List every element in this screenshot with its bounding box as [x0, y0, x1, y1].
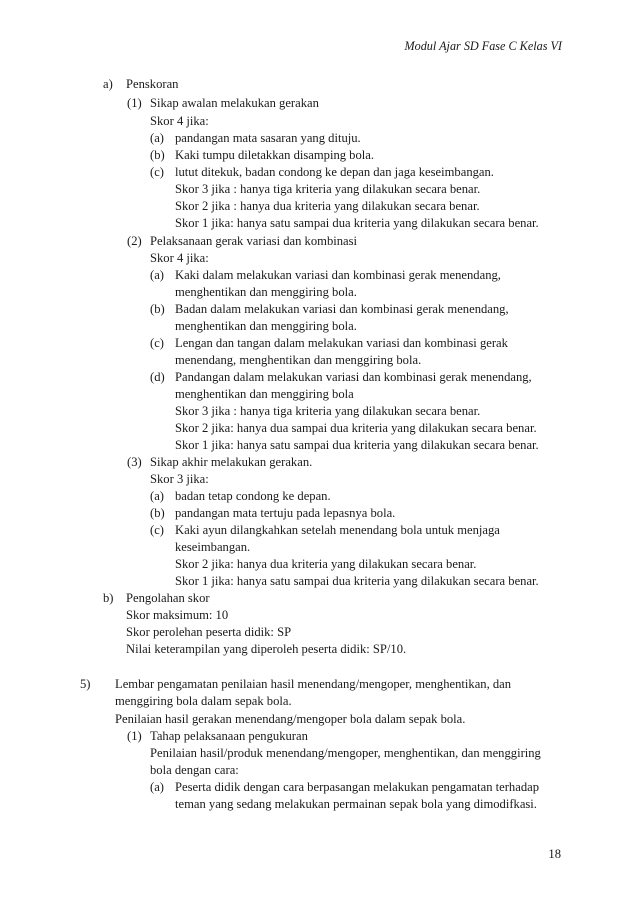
item3-title: Sikap akhir melakukan gerakan. — [150, 455, 313, 469]
s5-item1-label: (1) — [127, 729, 142, 743]
item1-a-label: (a) — [150, 131, 164, 145]
item2-c-label: (c) — [150, 336, 164, 350]
item3-label: (3) — [127, 455, 142, 469]
section5-label: 5) — [80, 677, 91, 691]
item2-skor: Skor 4 jika: — [150, 251, 209, 265]
s5-item1-a-line1: Peserta didik dengan cara berpasangan melakukan pengamatan terhadap — [175, 780, 540, 794]
item1-b-label: (b) — [150, 148, 165, 162]
s5-item1-a-line2: teman yang sedang melakukan permainan sepak bola yang dimodifkasi. — [175, 797, 537, 811]
item2-b-label: (b) — [150, 302, 165, 316]
item3-a-text: badan tetap condong ke depan. — [175, 489, 331, 503]
item2-title: Pelaksanaan gerak variasi dan kombinasi — [150, 234, 358, 248]
item1-skor: Skor 4 jika: — [150, 114, 209, 128]
s5-item1-a-label: (a) — [150, 780, 164, 794]
item3-skor1: Skor 1 jika: hanya satu sampai dua kriteria yang dilakukan secara benar. — [175, 574, 539, 588]
item1-c-label: (c) — [150, 165, 164, 179]
section5-line2: menggiring bola dalam sepak bola. — [115, 694, 292, 708]
page-header: Modul Ajar SD Fase C Kelas VI — [404, 39, 562, 53]
item3-skor2: Skor 2 jika: hanya dua kriteria yang dilakukan secara benar. — [175, 557, 477, 571]
section-b-title: Pengolahan skor — [126, 591, 210, 605]
item1-title: Sikap awalan melakukan gerakan — [150, 96, 319, 110]
item2-a-label: (a) — [150, 268, 164, 282]
item3-b-label: (b) — [150, 506, 165, 520]
section-b-line2: Skor perolehan peserta didik: SP — [126, 625, 292, 639]
section-b-label: b) — [103, 591, 114, 605]
s5-item1-line1: Penilaian hasil/produk menendang/mengoper, menghentikan, dan menggiring — [150, 746, 541, 760]
item1-a-text: pandangan mata sasaran yang dituju. — [175, 131, 361, 145]
item2-a-line2: menghentikan dan menggiring bola. — [175, 285, 357, 299]
item3-skor: Skor 3 jika: — [150, 472, 209, 486]
section-a-title: Penskoran — [126, 77, 179, 91]
section-a-label: a) — [103, 77, 113, 91]
item3-b-text: pandangan mata tertuju pada lepasnya bola. — [175, 506, 396, 520]
item2-c-line2: menendang, menghentikan dan menggiring bola. — [175, 353, 422, 367]
item1-skor3: Skor 3 jika : hanya tiga kriteria yang dilakukan secara benar. — [175, 182, 481, 196]
item2-skor2: Skor 2 jika: hanya dua sampai dua kriteria yang dilakukan secara benar. — [175, 421, 537, 435]
page-number: 18 — [548, 847, 561, 861]
item2-c-line1: Lengan dan tangan dalam melakukan variasi dan kombinasi gerak — [175, 336, 508, 350]
item2-skor1: Skor 1 jika: hanya satu sampai dua kriteria yang dilakukan secara benar. — [175, 438, 539, 452]
item3-a-label: (a) — [150, 489, 164, 503]
item2-skor3: Skor 3 jika : hanya tiga kriteria yang dilakukan secara benar. — [175, 404, 481, 418]
item1-c-text: lutut ditekuk, badan condong ke depan dan jaga keseimbangan. — [175, 165, 494, 179]
section-b-line1: Skor maksimum: 10 — [126, 608, 229, 622]
section5-line3: Penilaian hasil gerakan menendang/mengoper bola dalam sepak bola. — [115, 712, 466, 726]
item1-skor1: Skor 1 jika: hanya satu sampai dua kriteria yang dilakukan secara benar. — [175, 216, 539, 230]
s5-item1-title: Tahap pelaksanaan pengukuran — [150, 729, 308, 743]
item2-d-label: (d) — [150, 370, 165, 384]
item3-c-label: (c) — [150, 523, 164, 537]
item1-label: (1) — [127, 96, 142, 110]
item2-label: (2) — [127, 234, 142, 248]
s5-item1-line2: bola dengan cara: — [150, 763, 239, 777]
item2-b-line1: Badan dalam melakukan variasi dan kombinasi gerak menendang, — [175, 302, 509, 316]
item1-b-text: Kaki tumpu diletakkan disamping bola. — [175, 148, 375, 162]
item2-d-line1: Pandangan dalam melakukan variasi dan kombinasi gerak menendang, — [175, 370, 532, 384]
item2-b-line2: menghentikan dan menggiring bola. — [175, 319, 357, 333]
section-b-line3: Nilai keterampilan yang diperoleh peserta didik: SP/10. — [126, 642, 407, 656]
item2-a-line1: Kaki dalam melakukan variasi dan kombinasi gerak menendang, — [175, 268, 501, 282]
item2-d-line2: menghentikan dan menggiring bola — [175, 387, 354, 401]
item1-skor2: Skor 2 jika : hanya dua kriteria yang dilakukan secara benar. — [175, 199, 480, 213]
item3-c-line1: Kaki ayun dilangkahkan setelah menendang bola untuk menjaga — [175, 523, 500, 537]
item3-c-line2: keseimbangan. — [175, 540, 251, 554]
section5-line1: Lembar pengamatan penilaian hasil menendang/mengoper, menghentikan, dan — [115, 677, 512, 691]
